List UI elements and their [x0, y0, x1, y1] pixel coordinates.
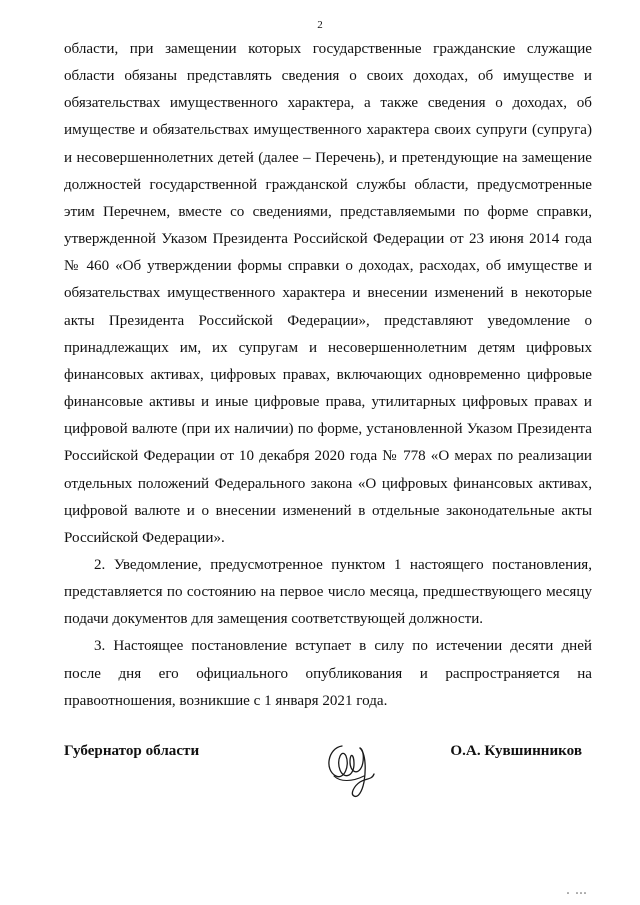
handwritten-signature [320, 726, 380, 806]
signatory-title: Губернатор области [64, 743, 200, 759]
page-number: 2 [317, 19, 323, 31]
paragraph-3: 3. Настоящее постановление вступает в силу по истечении десяти дней после дня его официального опубликования и распространяется на правоотношения, возникшие с 1 января 2021 года. [64, 638, 592, 709]
signature-block [64, 738, 592, 798]
corner-marks [565, 890, 589, 896]
document-body [64, 36, 592, 715]
signatory-name: О.А. Кувшинников [450, 743, 582, 759]
paragraph-2: 2. Уведомление, предусмотренное пунктом 1 настоящего постановления, представляется по состоянию на первое число месяца, предшествующего месяцу подачи документов для замещения соответствующей должности. [64, 556, 592, 628]
paragraph-continuation: области, при замещении которых государственные гражданские служащие области обязаны представлять сведения о своих доходах, об имуществе и обязательствах имущественного характера, а также сведения о доходах, об имуществе и обязательствах имущественного характера своих супруги (супруга) и несовершеннолетних детей (далее – Перечень), и претендующие на замещение должностей государственной гражданской службы области, предусмотренные этим Перечнем, вместе со сведениями, представляемыми по форме справки, утвержденной Указом Президента Российской Федерации от 23 июня 2014 года № 460 «Об утверждении формы справки о доходах, расходах, об имуществе и обязательствах имущественного характера и внесении изменений в некоторые акты Президента Российской Федерации», представляют уведомление о принадлежащих им, их супругам и несовершеннолетним детям цифровых финансовых активах, цифровых правах, включающих одновременно цифровые финансовые активы и иные цифровые права, утилитарных цифровых правах и цифровой валюте (при их наличии) по форме, установленной Указом Президента Российской Федерации от 10 декабря 2020 года № 778 «О мерах по реализации отдельных положений Федерального закона «О цифровых финансовых активах, цифровой валюте и о внесении изменений в отдельные законодательные акты Российской Федерации». [64, 41, 592, 546]
